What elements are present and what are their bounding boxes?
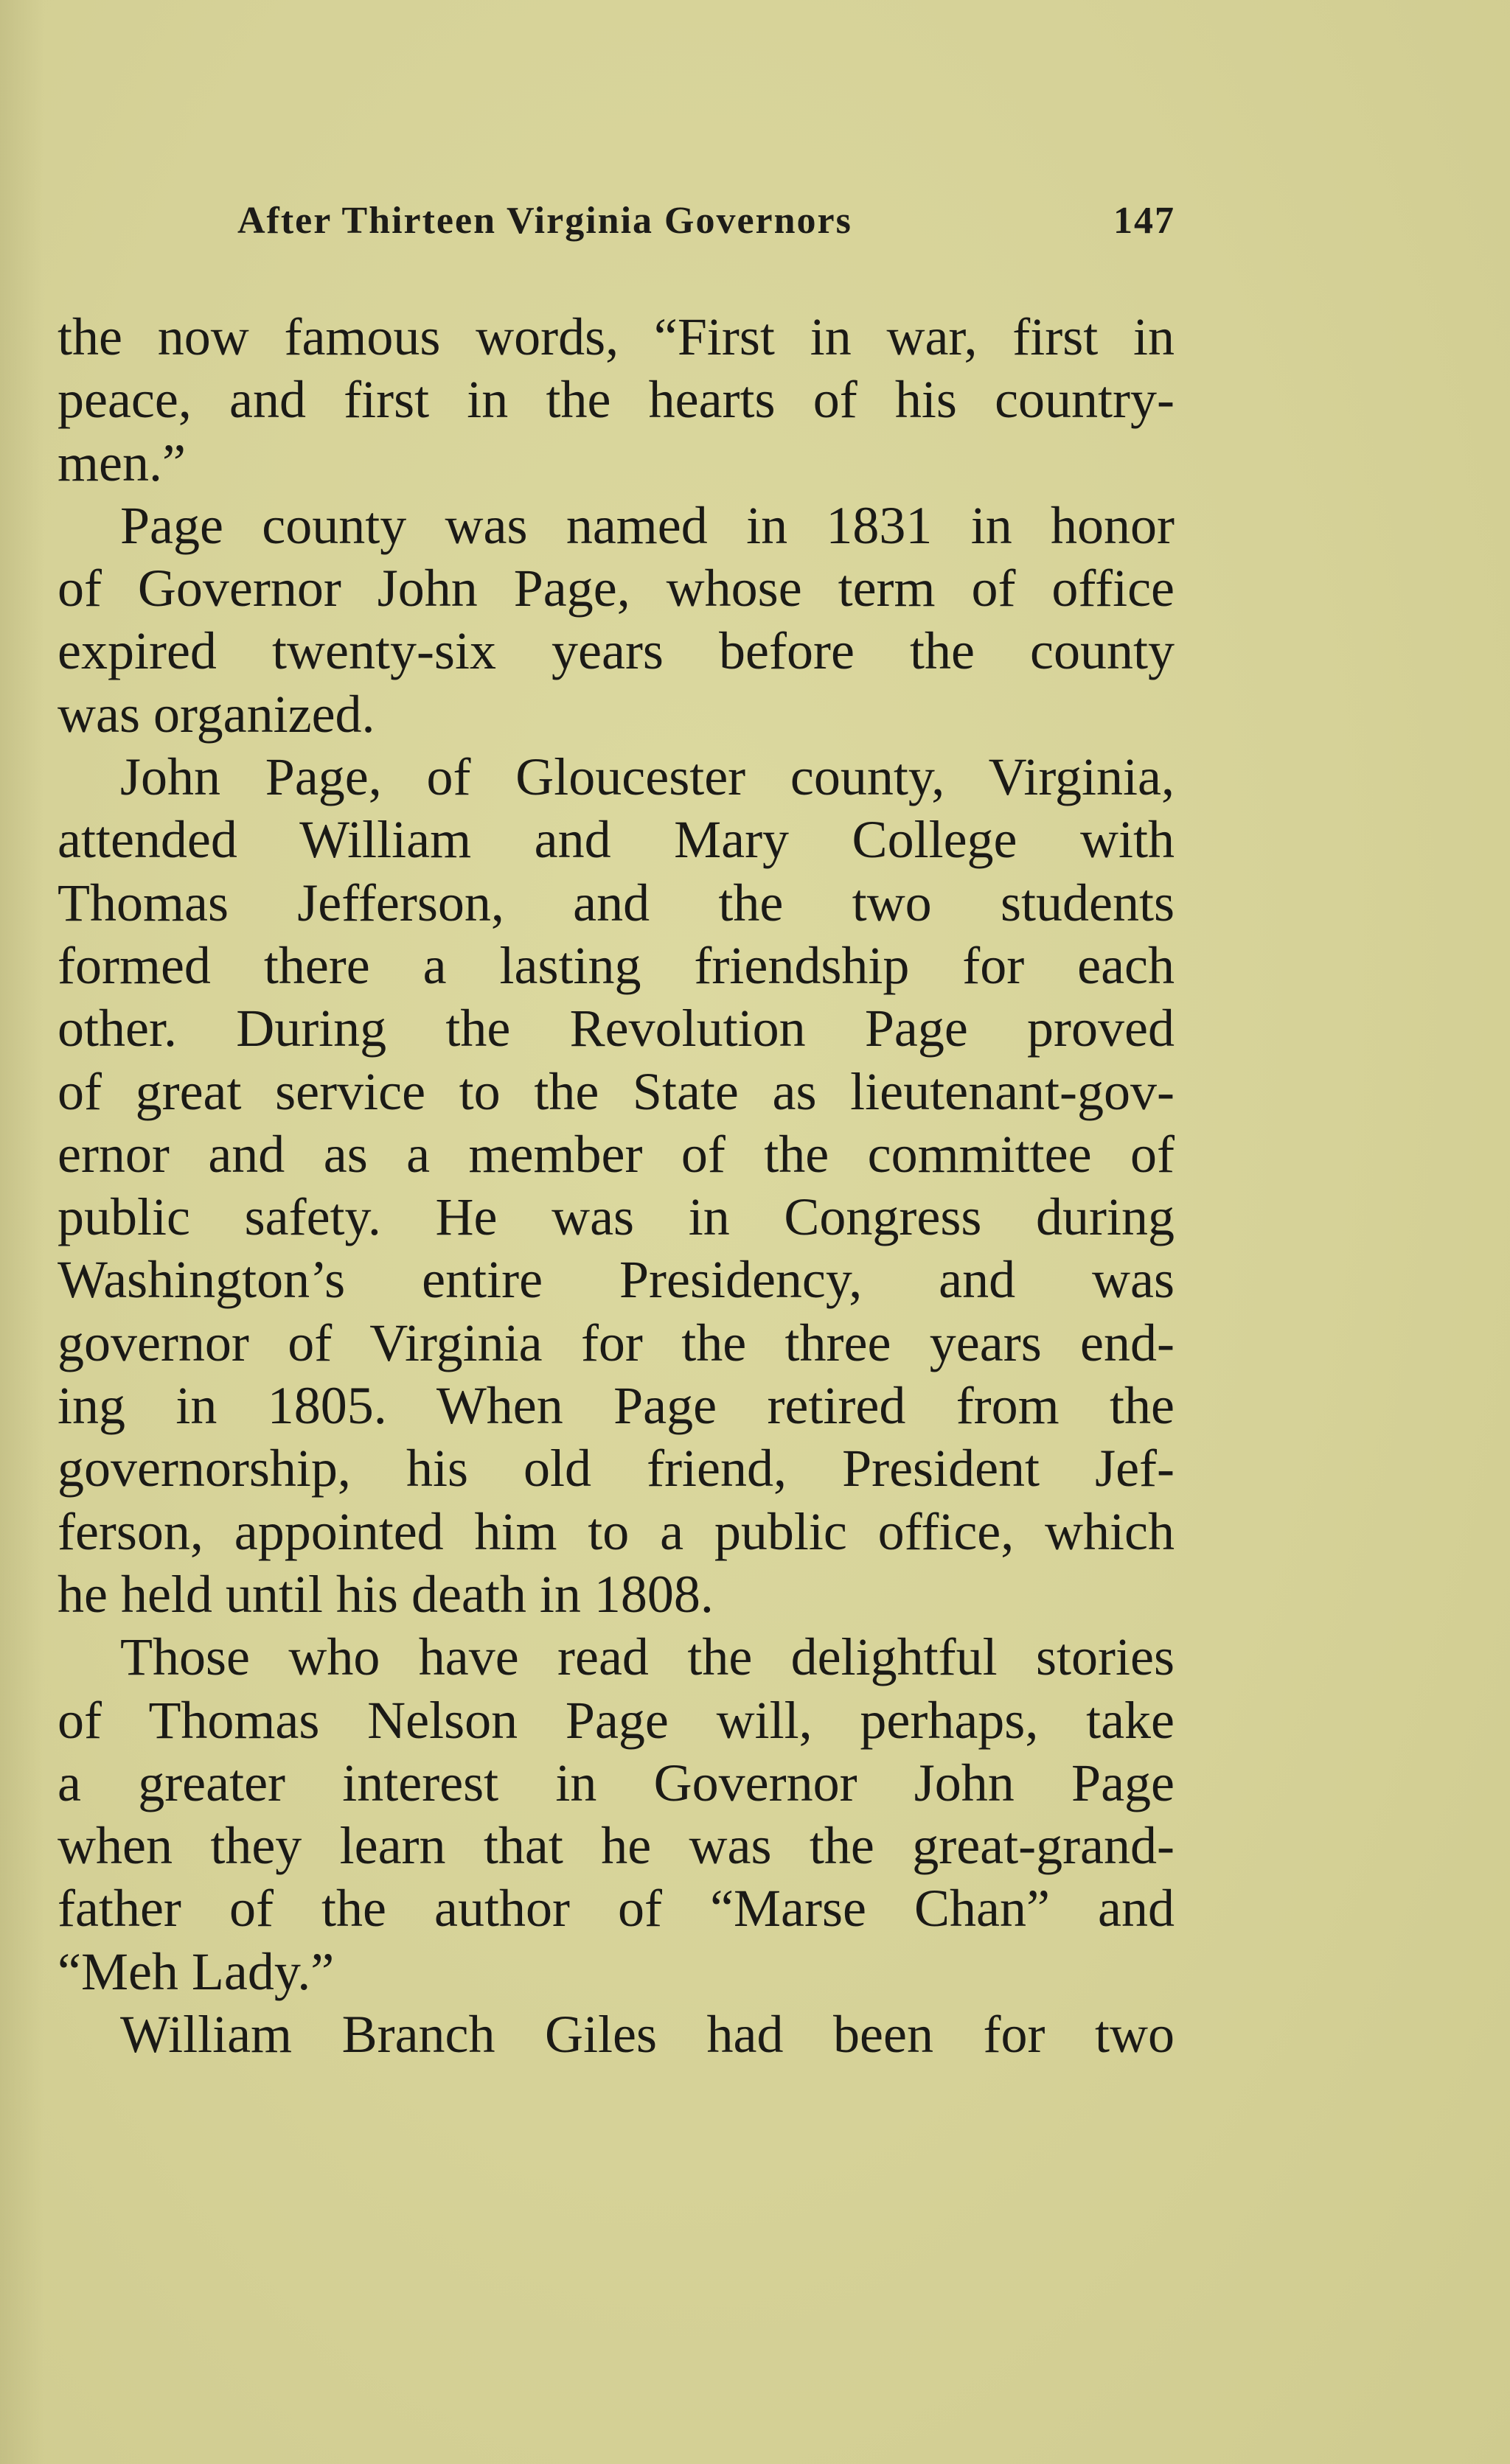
text-line: attended William and Mary College with [58,810,1175,870]
text-line: of great service to the State as lieutenant-gov- [58,1061,1175,1121]
text-line: peace, and first in the hearts of his country- [58,370,1175,430]
text-line: Washington’s entire Presidency, and was [58,1250,1175,1310]
text-line: Thomas Jefferson, and the two students [58,873,1175,932]
text-line: governor of Virginia for the three years end- [58,1313,1175,1372]
text-line: Those who have read the delightful stories [120,1627,1175,1687]
text-line: ernor and as a member of the committee of [58,1124,1175,1184]
text-line: expired twenty-six years before the county [58,621,1175,681]
text-line: formed there a lasting friendship for each [58,935,1175,995]
running-head-title: After Thirteen Virginia Governors [237,200,852,242]
text-line: of Governor John Page, whose term of office [58,559,1175,618]
text-line: “Meh Lady.” [58,1941,335,2001]
text-line: when they learn that he was the great-grand- [58,1816,1175,1876]
text-line: of Thomas Nelson Page will, perhaps, take [58,1690,1175,1750]
text-line: was organized. [58,684,375,744]
text-line: the now famous words, “First in war, first in [58,307,1175,366]
running-head [237,199,1175,258]
text-line: he held until his death in 1808. [58,1564,714,1624]
text-line: public safety. He was in Congress during [58,1187,1175,1247]
text-line: Page county was named in 1831 in honor [120,495,1175,555]
text-line: men.” [58,433,186,492]
text-line: ing in 1805. When Page retired from the [58,1376,1175,1436]
body-text [58,306,1175,2066]
text-line: governorship, his old friend, President Jef- [58,1439,1175,1498]
text-line: William Branch Giles had been for two [120,2005,1175,2065]
page-number: 147 [1113,200,1175,242]
text-line: father of the author of “Marse Chan” and [58,1879,1175,1938]
text-line: other. During the Revolution Page proved [58,999,1175,1058]
text-line: John Page, of Gloucester county, Virginia, [120,747,1175,807]
text-line: ferson, appointed him to a public office, which [58,1501,1175,1561]
text-line: a greater interest in Governor John Page [58,1753,1175,1812]
page-edge-shadow [0,0,44,2464]
